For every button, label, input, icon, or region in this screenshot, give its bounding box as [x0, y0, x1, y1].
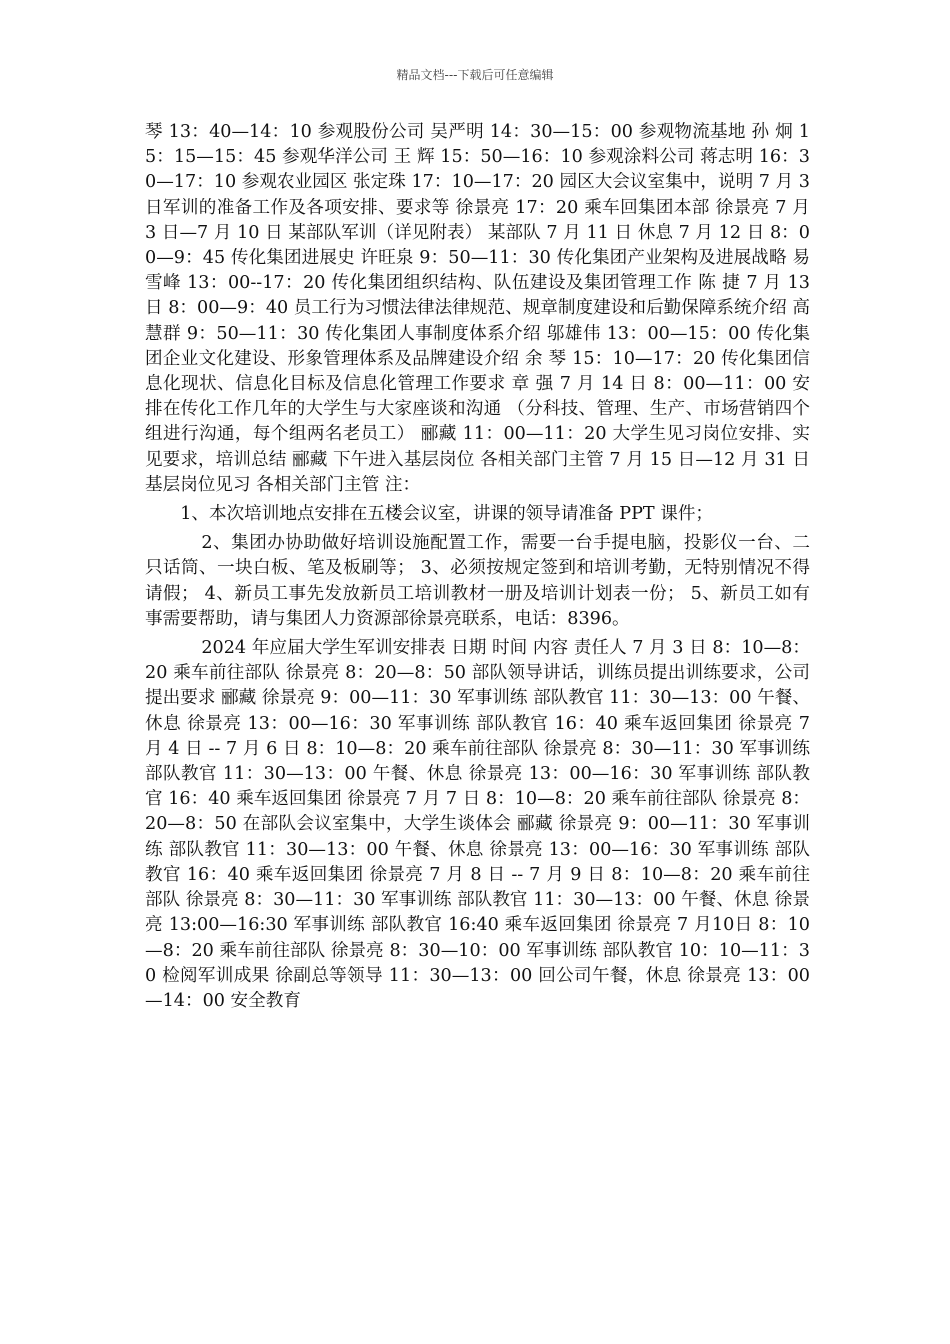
paragraph-military-training-schedule: 2024 年应届大学生军训安排表 日期 时间 内容 责任人 7 月 3 日 8：10—8：20 乘车前往部队 徐景亮 8：20—8：50 部队领导讲话，训练员提出训练要求，公司提出要求 郦藏 徐景亮 9：00—11：30 军事训练 部队教官 11：30—13：00 午餐、休息 徐景亮 13：00—16：30 军事训练 部队教官 16：40 乘车返回集团 徐景亮 7 月 4 日 -- 7 月 6 日 8：10—8：20 乘车前往部队 徐景亮 8：30—11：30 军事训练 部队教官 11：30—13：00 午餐、休息 徐景亮 13：00—16：30 军事训练 部队教官 16：40 乘车返回集团 徐景亮 7 月 7 日 8：10—8：20 乘车前往部队 徐景亮 8：20—8：50 在部队会议室集中，大学生谈体会 郦藏 徐景亮 9：00—11：30 军事训练 部队教官 11：30—13：00 午餐、休息 徐景亮 13：00—16：30 军事训练 部队教官 16：40 乘车返回集团 徐景亮 7 月 8 日 -- 7 月 9 日 8：10—8：20 乘车前往部队 徐景亮 8：30—11：30 军事训练 部队教官 11：30—13：00 午餐、休息 徐景亮 13:00—16:30 军事训练 部队教官 16:40 乘车返回集团 徐景亮 7 月10日 8：10—8：20 乘车前往部队 徐景亮 8：30—10：00 军事训练 部队教官 10：10—11：30 检阅军训成果 徐副总等领导 11：30—13：00 回公司午餐，休息 徐景亮 13：00—14：00 安全教育: [145, 638, 810, 1011]
header-caption: 精品文档---下载后可任意编辑: [396, 68, 554, 82]
paragraph-notes-2-5: 2、集团办协助做好培训设施配置工作，需要一台手提电脑，投影仪一台、二只话筒、一块白板、笔及板刷等； 3、必须按规定签到和培训考勤，无特别情况不得请假； 4、新员工事先发放新员工培训教材一册及培训计划表一份； 5、新员工如有事需要帮助，请与集团人力资源部徐景亮联系，电话：8396。: [145, 533, 810, 629]
paragraph-note-1: 1、本次培训地点安排在五楼会议室，讲课的领导请准备 PPT 课件；: [180, 504, 714, 525]
paragraph-schedule: 琴 13：40—14：10 参观股份公司 吴严明 14：30—15：00 参观物流基地 孙 炯 15：15—15：45 参观华洋公司 王 辉 15：50—16：10 参观涂料公司 蒋志明 16：30—17：10 参观农业园区 张定珠 17：10—17：20 园区大会议室集中，说明 7 月 3 日军训的准备工作及各项安排、要求等 徐景亮 17：20 乘车回集团本部 徐景亮 7 月 3 日—7 月 10 日 某部队军训（详见附表） 某部队 7 月 11 日 休息 7 月 12 日 8：00—9：45 传化集团进展史 许旺泉 9：50—11：30 传化集团产业架构及进展战略 易雪峰 13：00--17：20 传化集团组织结构、队伍建设及集团管理工作 陈 捷 7 月 13 日 8：00—9：40 员工行为习惯法律法律规范、规章制度建设和后勤保障系统介绍 高慧群 9：50—11：30 传化集团人事制度体系介绍 邬雄伟 13：00—15：00 传化集团企业文化建设、形象管理体系及品牌建设介绍 余 琴 15：10—17：20 传化集团信息化现状、信息化目标及信息化管理工作要求 章 强 7 月 14 日 8：00—11：00 安排在传化工作几年的大学生与大家座谈和沟通 （分科技、管理、生产、市场营销四个组进行沟通，每个组两名老员工） 郦藏 11：00—11：20 大学生见习岗位安排、实见要求，培训总结 郦藏 下午进入基层岗位 各相关部门主管 7 月 15 日—12 月 31 日 基层岗位见习 各相关部门主管 注：: [145, 122, 810, 495]
document-body: [145, 120, 810, 1014]
page-header: [0, 66, 950, 83]
